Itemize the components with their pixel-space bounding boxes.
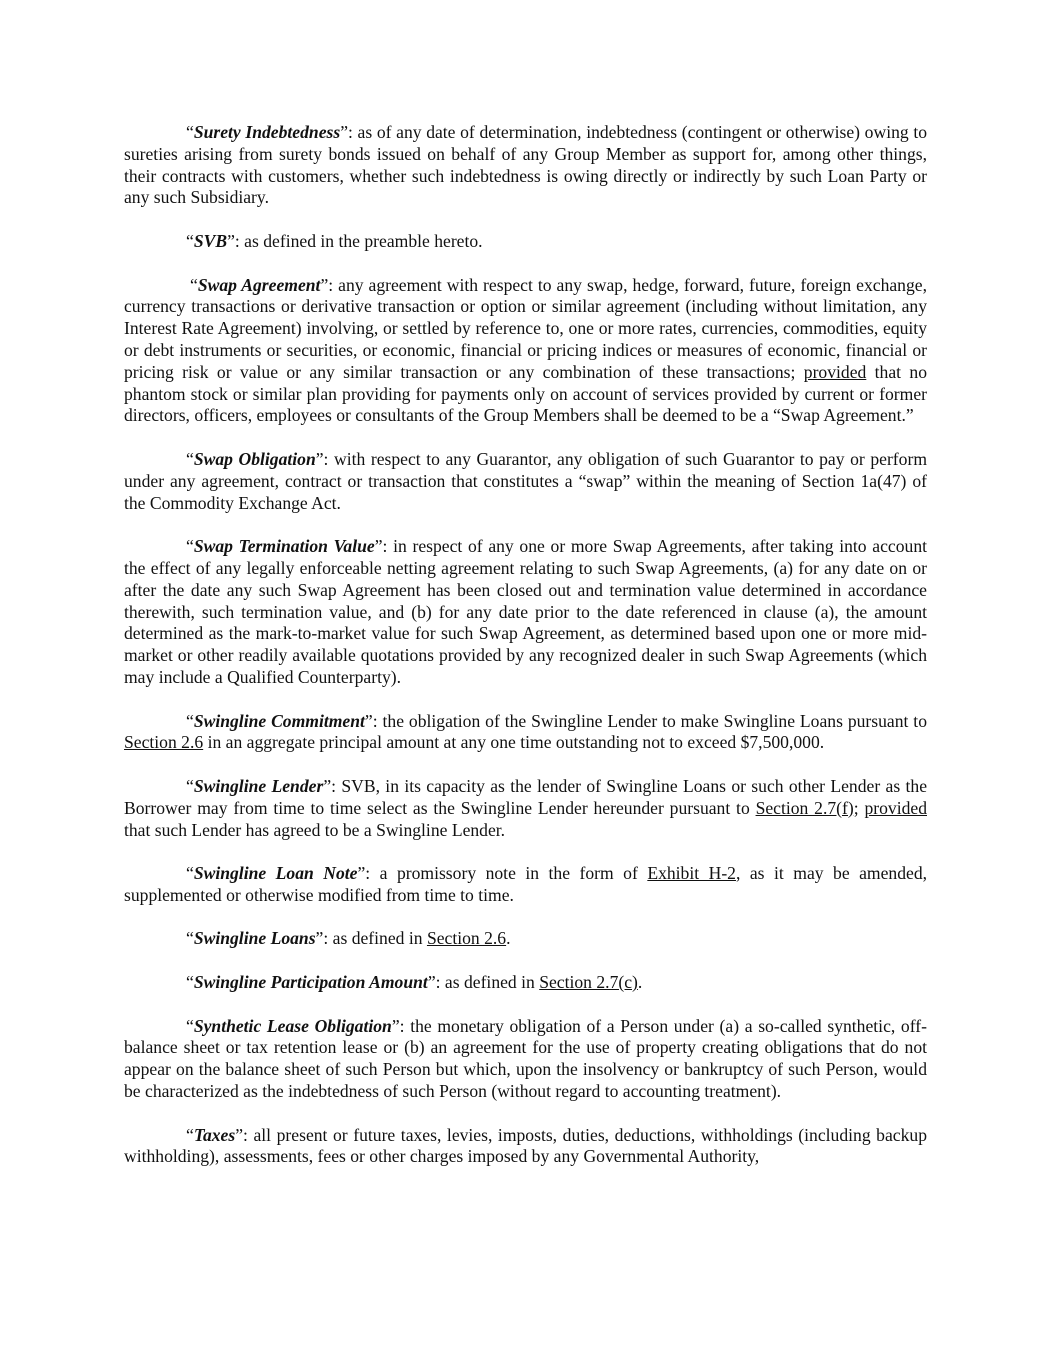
- defined-term: Swingline Participation Amount: [193, 972, 428, 993]
- definition-text: : as defined in: [435, 972, 540, 993]
- open-quote: “: [186, 122, 194, 142]
- definition-paragraph: [124, 449, 927, 514]
- close-quote: ”: [364, 710, 373, 731]
- cross-reference: provided: [803, 361, 867, 382]
- open-quote: “: [186, 448, 194, 469]
- close-quote: ”: [323, 775, 332, 796]
- definition-paragraph: [124, 231, 927, 253]
- definition-paragraph: [124, 1016, 927, 1103]
- open-quote: “: [186, 863, 194, 884]
- definition-paragraph: [124, 776, 927, 841]
- definition-paragraph: [124, 536, 927, 689]
- defined-term: Swingline Loan Note: [193, 863, 358, 884]
- defined-term: Taxes: [193, 1124, 236, 1145]
- definition-text: that no phantom stock or similar plan providing for payments only on account of services provided by current or former directors, officers, employees or consultants of the Group Members shall be deemed to be a “Swap Agreement.”: [124, 361, 927, 426]
- definition-text: : a promissory note in the form of: [365, 863, 648, 884]
- definition-text: that such Lender has agreed to be a Swingline Lender.: [124, 819, 506, 840]
- close-quote: ”: [374, 536, 383, 557]
- defined-term: Swap Termination Value: [193, 536, 375, 557]
- cross-reference: Section 2.7(f): [755, 797, 854, 818]
- definition-text: : all present or future taxes, levies, imposts, duties, deductions, withholdings (including backup withholding), assessments, fees or other charges imposed by any Governmental Authority,: [124, 1124, 927, 1167]
- cross-reference: Section 2.7(c): [539, 972, 638, 993]
- definition-text: in an aggregate principal amount at any one time outstanding not to exceed $7,500,000.: [203, 732, 825, 753]
- close-quote: ”: [227, 230, 235, 251]
- definition-paragraph: [124, 863, 927, 907]
- open-quote: “: [186, 710, 194, 731]
- close-quote: ”: [315, 928, 324, 949]
- close-quote: ”: [357, 863, 366, 884]
- definitions-list: [124, 122, 927, 1168]
- cross-reference: Section 2.6: [426, 928, 507, 949]
- close-quote: ”: [320, 274, 329, 295]
- open-quote: “: [186, 775, 194, 796]
- definition-text: : as defined in the preamble hereto.: [234, 230, 483, 251]
- cross-reference: Section 2.6: [124, 732, 204, 753]
- definition-paragraph: [124, 972, 927, 994]
- defined-term: Swingline Lender: [193, 775, 324, 796]
- defined-term: Synthetic Lease Obligation: [193, 1015, 392, 1036]
- close-quote: ”: [340, 122, 349, 142]
- definition-text: : with respect to any Guarantor, any obligation of such Guarantor to pay or perform under any agreement, contract or transaction that constitutes a “swap” within the meaning of Section 1a(47) of the Commodity Exchange Act.: [124, 448, 927, 513]
- defined-term: SVB: [193, 230, 228, 251]
- cross-reference: Exhibit H-2: [647, 863, 736, 884]
- defined-term: Swingline Loans: [193, 928, 316, 949]
- definition-paragraph: [124, 122, 927, 209]
- defined-term: Swap Obligation: [193, 448, 316, 469]
- open-quote: “: [186, 230, 194, 251]
- definition-text: : in respect of any one or more Swap Agreements, after taking into account the effect of any legally enforceable netting agreement relating to such Swap Agreements, (a) for any date on or after the date any such Swap Agreement has been closed out and termination value determined in accordance therewith, such termination value, and (b) for any date prior to the date referenced in clause (a), the amount determined as the mark-to-market value for such Swap Agreement, as determined based upon one or more mid-market or other readily available quotations provided by any recognized dealer in such Swap Agreements (which may include a Qualified Counterparty).: [124, 536, 927, 687]
- open-quote: “: [186, 928, 194, 949]
- definition-text: : the obligation of the Swingline Lender to make Swingline Loans pursuant to: [372, 710, 927, 731]
- open-quote: “: [186, 1124, 194, 1145]
- close-quote: ”: [427, 972, 436, 993]
- open-quote: “: [190, 274, 198, 295]
- close-quote: ”: [391, 1015, 400, 1036]
- defined-term: Surety Indebtedness: [193, 122, 341, 142]
- definition-text: .: [637, 972, 643, 993]
- defined-term: Swingline Commitment: [193, 710, 365, 731]
- defined-term: Swap Agreement: [197, 274, 321, 295]
- close-quote: ”: [315, 448, 324, 469]
- definition-text: ;: [853, 797, 865, 818]
- definition-paragraph: [124, 275, 927, 428]
- definition-text: : any agreement with respect to any swap, hedge, forward, future, foreign exchange, currency transactions or derivative transaction or option or similar agreement (including without limitation, any Interest Rate Agreement) involving, or settled by reference to, one or more rates, currencies, commodities, equity or debt instruments or securities, or economic, financial or pricing indices or measures of economic, financial or pricing risk or value or any similar transaction or any combination of these transactions;: [124, 274, 927, 382]
- open-quote: “: [186, 1015, 194, 1036]
- open-quote: “: [186, 972, 194, 993]
- definition-paragraph: [124, 711, 927, 755]
- definition-text: : SVB, in its capacity as the lender of Swingline Loans or such other Lender as the Borrower may from time to time select as the Swingline Lender hereunder pursuant to: [124, 775, 928, 818]
- definition-text: : the monetary obligation of a Person under (a) a so-called synthetic, off-balance sheet or tax retention lease or (b) an agreement for the use of property creating obligations that do not appear on the balance sheet of such Person but which, upon the insolvency or bankruptcy of such Person, would be characterized as the indebtedness of such Person (without regard to accounting treatment).: [124, 1015, 927, 1102]
- document-page: [124, 122, 927, 1190]
- definition-text: : as of any date of determination, indebtedness (contingent or otherwise) owing to sureties arising from surety bonds issued on behalf of any Group Member as support for, among other things, their contracts with customers, whether such indebtedness is owing directly or indirectly by such Loan Party or any such Subsidiary.: [124, 122, 927, 208]
- definition-text: , as it may be amended, supplemented or otherwise modified from time to time.: [124, 863, 928, 905]
- open-quote: “: [186, 536, 194, 557]
- definition-text: .: [506, 928, 511, 949]
- definition-paragraph: [124, 928, 927, 950]
- definition-text: : as defined in: [323, 928, 427, 949]
- close-quote: ”: [235, 1124, 244, 1145]
- cross-reference: provided: [864, 797, 927, 818]
- definition-paragraph: [124, 1125, 927, 1169]
